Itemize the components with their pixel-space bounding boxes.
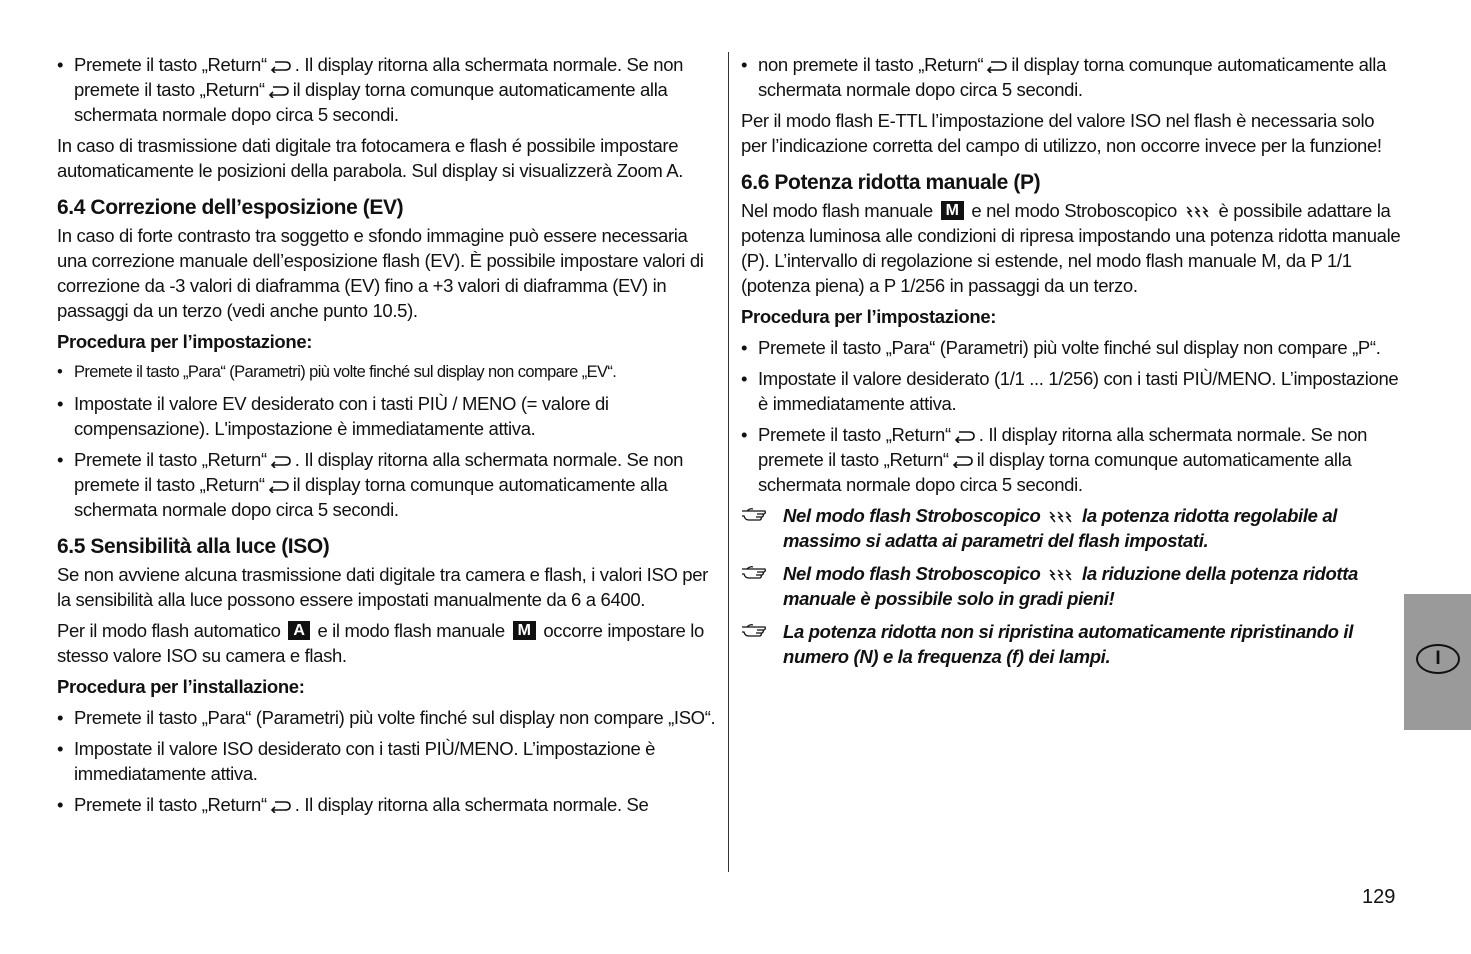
list-item: • Impostate il valore desiderato (1/1 ... 1/256) con i tasti PIÙ/MENO. L’impostazione è immediatamente attiva. <box>741 366 1401 416</box>
return-icon <box>952 454 974 468</box>
auto-mode-badge: A <box>288 621 309 640</box>
section-heading-6-5: 6.5 Sensibilità alla luce (ISO) <box>57 535 330 558</box>
paragraph <box>741 198 1401 298</box>
manual-mode-badge: M <box>513 621 536 640</box>
return-icon <box>268 84 290 98</box>
procedure-heading: Procedura per l’impostazione: <box>741 306 997 327</box>
list-item: • Premete il tasto „Para“ (Parametri) più volte finché sul display non compare „EV“. <box>57 360 717 385</box>
note <box>741 503 1401 553</box>
text: Premete il tasto „Return“ <box>74 794 267 815</box>
list-item: • Premete il tasto „Para“ (Parametri) più volte finché sul display non compare „P“. <box>741 335 1401 360</box>
return-icon <box>270 59 292 73</box>
paragraph <box>57 618 717 668</box>
text: Per il modo flash automatico <box>57 620 281 641</box>
text: . Il display ritorna alla schermata normale. Se <box>294 794 649 815</box>
pointing-hand-icon <box>741 564 767 580</box>
return-icon <box>270 799 292 813</box>
text: Premete il tasto „Return“ <box>74 449 267 470</box>
list-item <box>57 52 717 127</box>
text: Nel modo flash manuale <box>741 200 933 221</box>
text: la potenza ridotta regolabile al massimo si adatta ai parametri del flash impostati. <box>783 505 1338 551</box>
list-item: • Impostate il valore ISO desiderato con i tasti PIÙ/MENO. L’impostazione è immediatamente attiva. <box>57 736 717 786</box>
text: . Il display ritorna alla schermata normale. Se non premete il tasto „Return“ <box>74 54 684 100</box>
pointing-hand-icon <box>741 506 767 522</box>
paragraph: Per il modo flash E-TTL l’impostazione del valore ISO nel flash è necessaria solo per l’indicazione corretta del campo di utilizzo, non occorre invece per la funzione! <box>741 110 1382 156</box>
text: e il modo flash manuale <box>317 620 505 641</box>
pointing-hand-icon <box>741 622 767 638</box>
return-icon <box>986 59 1008 73</box>
language-tab <box>1404 594 1471 730</box>
text: . Il display ritorna alla schermata normale. Se non premete il tasto „Return“ <box>74 449 684 495</box>
section-heading-6-6: 6.6 Potenza ridotta manuale (P) <box>741 171 1041 194</box>
list-item <box>57 792 717 817</box>
text: è possibile adattare la potenza luminosa alle condizioni di ripresa impostando una potenza ridotta manuale (P). L’intervallo di regolazione si estende, nel modo flash manuale M, da P 1/1 (potenza piena) a P 1/256 in passaggi da un terzo. <box>741 200 1401 296</box>
text: la riduzione della potenza ridotta manuale è possibile solo in gradi pieni! <box>783 563 1358 609</box>
text: . Il display ritorna alla schermata normale. Se non premete il tasto „Return“ <box>758 424 1368 470</box>
list-item <box>741 422 1401 497</box>
list-item <box>57 447 717 522</box>
list-item-continuation <box>741 52 1401 102</box>
section-heading-6-4: 6.4 Correzione dell’esposizione (EV) <box>57 196 404 219</box>
return-icon <box>954 429 976 443</box>
text: il display torna comunque automaticamente alla schermata normale dopo circa 5 secondi. <box>74 79 668 125</box>
text: Premete il tasto „Return“ <box>74 54 267 75</box>
text: Nel modo flash Stroboscopico <box>783 563 1041 584</box>
paragraph: In caso di trasmissione dati digitale tra fotocamera e flash é possibile impostare automaticamente le posizioni della parabola. Sul display si visualizzerà Zoom A. <box>57 135 684 181</box>
stroboscopic-icon <box>1048 510 1074 524</box>
list-item: • Impostate il valore EV desiderato con i tasti PIÙ / MENO (= valore di compensazione). L'impostazione è immediatamente attiva. <box>57 391 717 441</box>
note <box>741 619 1401 669</box>
text: il display torna comunque automaticamente alla schermata normale dopo circa 5 secondi. <box>758 449 1352 495</box>
manual-mode-badge: M <box>941 201 964 220</box>
left-column <box>57 52 717 823</box>
text: il display torna comunque automaticamente alla schermata normale dopo circa 5 secondi. <box>74 474 668 520</box>
right-column <box>741 52 1401 677</box>
return-icon <box>270 454 292 468</box>
stroboscopic-icon <box>1048 568 1074 582</box>
stroboscopic-icon <box>1185 205 1211 219</box>
paragraph: In caso di forte contrasto tra soggetto e sfondo immagine può essere necessaria una correzione manuale dell’esposizione flash (EV). È possibile impostare valori di correzione da -3 valori di diaframma (EV) fino a +3 valori di diaframma (EV) in passaggi da un terzo (vedi anche punto 10.5). <box>57 225 704 321</box>
procedure-heading: Procedura per l’impostazione: <box>57 331 313 352</box>
procedure-heading: Procedura per l’installazione: <box>57 676 305 697</box>
column-divider <box>728 52 729 872</box>
language-tab-letter: I <box>1416 644 1460 674</box>
text: occorre impostare lo stesso valore ISO su camera e flash. <box>57 620 704 666</box>
text: La potenza ridotta non si ripristina automaticamente ripristinando il numero (N) e la frequenza (f) dei lampi. <box>783 621 1353 667</box>
text: non premete il tasto „Return“ <box>758 54 984 75</box>
note <box>741 561 1401 611</box>
text: Nel modo flash Stroboscopico <box>783 505 1041 526</box>
text: il display torna comunque automaticamente alla schermata normale dopo circa 5 secondi. <box>758 54 1387 100</box>
list-item: • Premete il tasto „Para“ (Parametri) più volte finché sul display non compare „ISO“. <box>57 705 717 730</box>
text: e nel modo Stroboscopico <box>971 200 1177 221</box>
page-number: 129 <box>1362 886 1396 908</box>
text: Premete il tasto „Return“ <box>758 424 951 445</box>
paragraph: Se non avviene alcuna trasmissione dati digitale tra camera e flash, i valori ISO per la sensibilità alla luce possono essere impostati manualmente da 6 a 6400. <box>57 564 708 610</box>
return-icon <box>268 479 290 493</box>
